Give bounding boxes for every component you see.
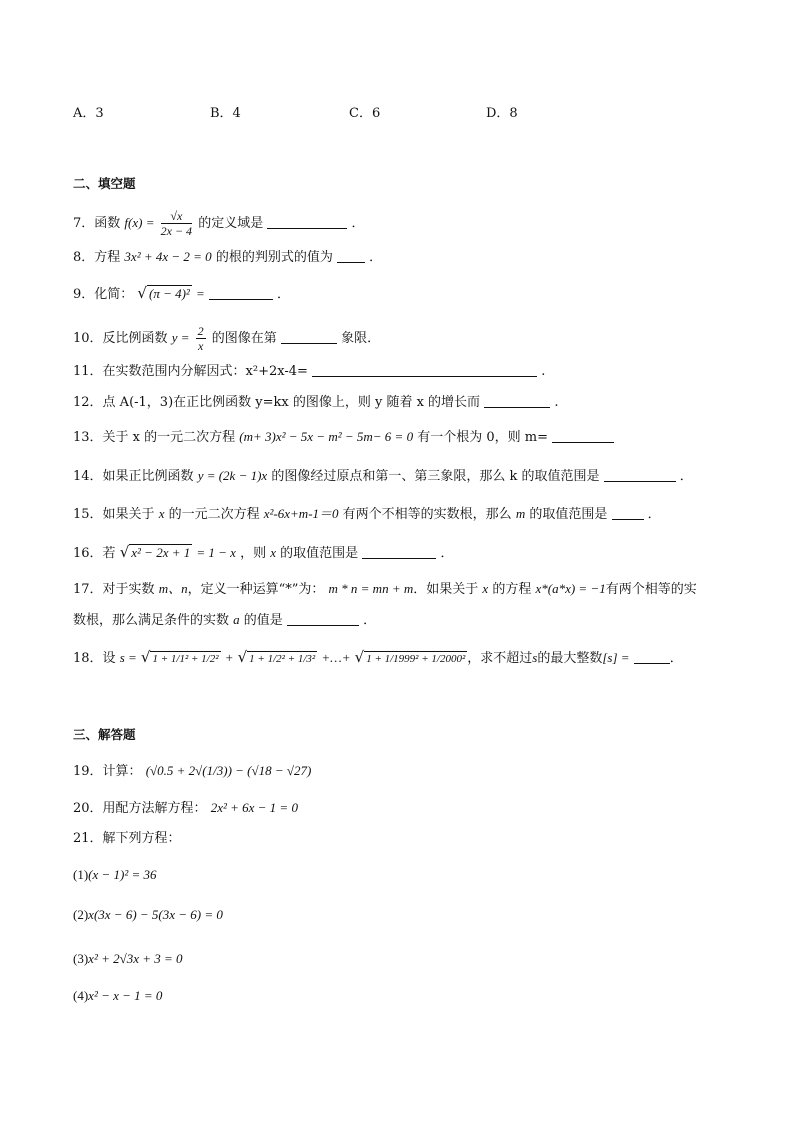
question-17-text-2: ．如果关于 — [413, 582, 479, 597]
sqrt-icon: √ — [140, 648, 151, 666]
question-7-end: ． — [351, 216, 365, 231]
question-16 — [73, 543, 453, 563]
question-14-end: ． — [679, 469, 693, 484]
question-16-text: 的取值范围是 — [280, 546, 359, 561]
sub-question-equation: x² + 2√3x + 3 = 0 — [88, 951, 183, 966]
answer-blank-18[interactable] — [634, 649, 670, 664]
answer-blank-11[interactable] — [312, 362, 537, 377]
sub-question-4 — [73, 987, 162, 1006]
question-13-prefix: 13．关于 x 的一元二次方程 — [73, 430, 236, 445]
question-16-radicand: x² − 2x + 1 — [131, 545, 191, 560]
sub-question-label: (1) — [73, 867, 89, 882]
question-10-denominator: x — [197, 339, 204, 353]
question-12-end: . — [554, 395, 559, 410]
question-15-end: ． — [647, 507, 661, 522]
question-12 — [73, 393, 558, 412]
question-8-prefix: 8．方程 — [73, 250, 121, 265]
answer-blank-9[interactable] — [209, 285, 273, 300]
question-16-end: ． — [440, 546, 454, 561]
sub-question-equation: x(3x − 6) − 5(3x − 6) = 0 — [88, 907, 223, 922]
question-19-expression: (√0.5 + 2√(1/3)) − (√18 − √27) — [145, 763, 312, 778]
answer-blank-8[interactable] — [337, 248, 365, 263]
question-18-term-2: 1 + 1/2² + 1/3² — [249, 653, 316, 665]
question-13-text: 有一个根为 0，则 m= — [417, 430, 548, 445]
section-heading-solve: 三、解答题 — [73, 727, 136, 742]
question-15-prefix: 15．如果关于 — [73, 507, 155, 522]
question-10-function: y = — [171, 330, 190, 345]
question-8 — [73, 248, 382, 267]
answer-blank-17[interactable] — [287, 611, 359, 626]
question-7-fraction — [161, 209, 192, 238]
question-7 — [73, 209, 365, 238]
question-20 — [73, 799, 298, 818]
option-c: C．6 — [349, 106, 381, 121]
question-12-text: 12．点 A(-1，3)在正比例函数 y=kx 的图像上，则 y 随着 x 的增长而 — [73, 395, 481, 410]
sub-question-equation: x² − x − 1 = 0 — [88, 988, 163, 1003]
question-17-text-3: 的方程 — [492, 582, 532, 597]
question-19-prefix: 19．计算： — [73, 764, 142, 779]
question-11 — [73, 362, 545, 381]
sqrt-icon: √ — [119, 543, 130, 561]
answer-blank-14[interactable] — [604, 467, 676, 482]
sub-question-1 — [73, 866, 157, 885]
question-17-line2-text: 的值是 — [243, 613, 283, 628]
option-b: B．4 — [210, 106, 241, 121]
question-17-continued — [73, 611, 376, 630]
question-15 — [73, 505, 661, 524]
question-14-text: 的图像经过原点和第一、第三象限，那么 k 的取值范围是 — [271, 469, 600, 484]
question-7-text: 的定义域是 — [198, 216, 264, 231]
question-10-numerator: 2 — [197, 324, 204, 338]
question-13 — [73, 428, 614, 447]
section-heading-fill-in: 二、填空题 — [73, 176, 136, 191]
question-17-definition: m * n = mn + m — [328, 581, 414, 596]
sub-question-equation: (x − 1)² = 36 — [88, 867, 157, 882]
question-18-term-3: 1 + 1/1999² + 1/2000² — [366, 653, 466, 665]
answer-blank-13[interactable] — [552, 428, 614, 443]
question-9-radicand: (π − 4)² — [148, 286, 190, 301]
question-17-line2-prefix: 数根，那么满足条件的实数 — [73, 613, 230, 628]
sqrt-icon: √ — [237, 648, 248, 666]
question-7-denominator: 2x − 4 — [160, 224, 193, 238]
question-18-s: s = — [119, 650, 137, 665]
question-18: 18．设 s = √ 1 + 1/1² + 1/2² + √ 1 + 1/2² + 1/3² +…+ √ 1 + 1/1999² + 1/2000² ，求不超过s的最大整数[s] = ． — [73, 648, 683, 666]
question-17-variable-x: x — [482, 581, 489, 596]
question-10-text: 的图像在第 — [211, 331, 277, 346]
question-17-text: ，定义一种运算“*”为： — [187, 582, 325, 597]
option-a: A．3 — [73, 106, 104, 121]
question-19 — [73, 762, 311, 781]
question-10-prefix: 10．反比例函数 — [73, 331, 168, 346]
question-18-bracket: [s] = — [602, 650, 630, 665]
question-18-text-2: 的最大整数 — [537, 651, 603, 666]
question-17 — [73, 580, 697, 599]
question-17-equation: x*(a*x) = −1 — [535, 581, 606, 596]
question-11-text: 11．在实数范围内分解因式：x²+2x-4= — [73, 364, 308, 379]
question-9-end: ． — [277, 287, 291, 302]
question-7-numerator: √x — [161, 209, 192, 224]
question-8-equation: 3x² + 4x − 2 = 0 — [124, 249, 212, 264]
question-15-text: 有两个不相等的实数根，那么 — [342, 507, 512, 522]
question-15-variable-x: x — [158, 506, 165, 521]
question-8-text: 的根的判别式的值为 — [215, 250, 333, 265]
question-9-prefix: 9．化简： — [73, 287, 134, 302]
question-15-mid: 的一元二次方程 — [168, 507, 260, 522]
question-18-prefix: 18．设 — [73, 651, 116, 666]
question-11-end: . — [541, 364, 546, 379]
option-d: D．8 — [486, 106, 518, 121]
question-13-equation: (m+ 3)x² − 5x − m² − 5m− 6 = 0 — [239, 429, 414, 444]
question-9 — [73, 284, 290, 304]
question-18-ellipsis: +…+ — [321, 650, 351, 665]
question-15-text-2: 的取值范围是 — [529, 507, 608, 522]
sub-question-3 — [73, 950, 183, 969]
question-10-suffix: 象限． — [341, 331, 381, 346]
answer-blank-10[interactable] — [281, 329, 337, 344]
answer-blank-7[interactable] — [267, 214, 347, 229]
sub-question-label: (4) — [73, 988, 89, 1003]
sub-question-2 — [73, 906, 223, 925]
question-16-rhs: = 1 − x — [196, 545, 236, 560]
question-20-prefix: 20．用配方法解方程： — [73, 801, 207, 816]
question-14-prefix: 14．如果正比例函数 — [73, 469, 194, 484]
question-15-equation: x²-6x+m-1＝0 — [263, 506, 339, 521]
sqrt-icon: √ — [354, 648, 365, 666]
answer-blank-12[interactable] — [484, 393, 550, 408]
question-17-end: ． — [363, 613, 377, 628]
question-18-s2: s — [532, 650, 538, 665]
question-17-variables: m、n — [158, 581, 188, 596]
question-17-text-4: 有两个相等的实 — [605, 582, 697, 597]
question-20-equation: 2x² + 6x − 1 = 0 — [210, 800, 298, 815]
question-14-equation: y = (2k − 1)x — [197, 468, 268, 483]
question-7-function: f(x) = — [124, 215, 155, 230]
sub-question-label: (2) — [73, 907, 89, 922]
question-16-variable-x: x — [270, 545, 277, 560]
question-8-end: ． — [369, 250, 383, 265]
question-17-variable-a: a — [233, 612, 240, 627]
answer-blank-16[interactable] — [362, 544, 436, 559]
question-18-end: ． — [669, 651, 683, 666]
answer-blank-15[interactable] — [612, 505, 644, 520]
question-16-prefix: 16．若 — [73, 546, 116, 561]
question-21: 21．解下列方程： — [73, 831, 181, 846]
question-14 — [73, 467, 693, 486]
question-15-variable-m: m — [515, 506, 526, 521]
question-10-fraction — [196, 324, 206, 353]
question-9-equals: = — [195, 286, 205, 301]
question-18-term-1: 1 + 1/1² + 1/2² — [152, 653, 219, 665]
question-7-prefix: 7．函数 — [73, 216, 121, 231]
sqrt-icon: √ — [137, 284, 147, 302]
question-18-text: ，求不超过 — [467, 651, 533, 666]
question-10 — [73, 324, 380, 353]
sub-question-label: (3) — [73, 951, 89, 966]
question-17-prefix: 17．对于实数 — [73, 582, 155, 597]
question-16-mid: ，则 — [240, 546, 267, 561]
